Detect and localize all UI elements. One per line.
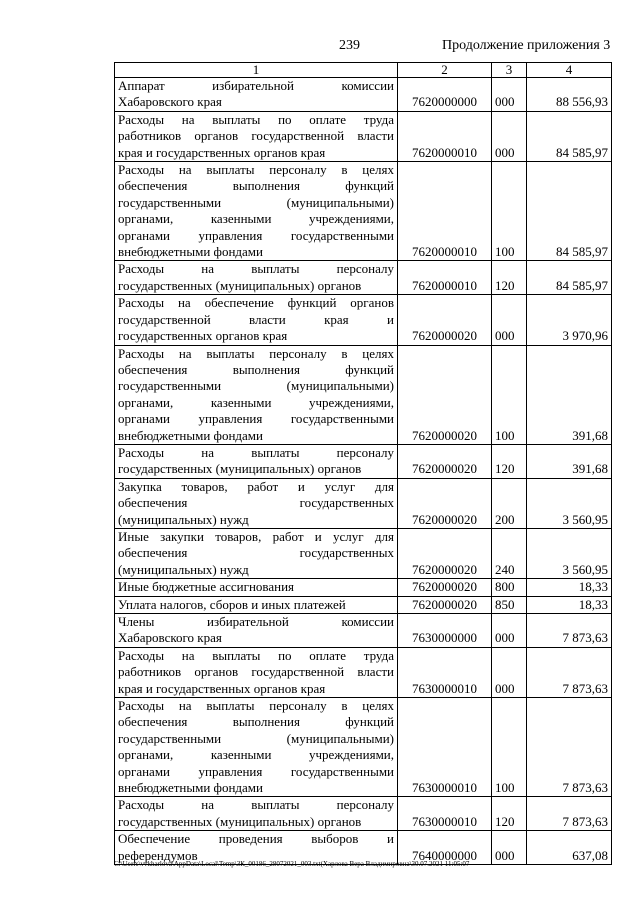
table-row: [115, 478, 612, 528]
expense-name-line: внебюджетными фондами: [118, 244, 263, 260]
expense-name-line: органами управления государственными: [118, 411, 394, 427]
expense-name-line: Хабаровского края: [118, 94, 222, 110]
target-article-cell: 7620000020: [398, 444, 492, 478]
expense-name-cell: [115, 444, 398, 478]
table-row: [115, 797, 612, 831]
target-article-cell: 7620000010: [398, 111, 492, 161]
expense-name-cell: [115, 528, 398, 578]
amount-cell: 18,33: [527, 596, 612, 613]
expense-name-line: обеспечения государственных: [118, 545, 394, 561]
expense-name-line: (муниципальных) нужд: [118, 561, 249, 577]
amount-cell: 84 585,97: [527, 111, 612, 161]
expense-name-cell: [115, 579, 398, 596]
expense-type-cell: 000: [492, 831, 527, 865]
expense-name-cell: [115, 698, 398, 797]
expense-type-cell: 850: [492, 596, 527, 613]
expense-name-cell: [115, 478, 398, 528]
expense-name-line: государственных (муниципальных) органов: [118, 461, 362, 477]
amount-cell: 84 585,97: [527, 261, 612, 295]
table-row: [115, 78, 612, 112]
target-article-cell: 7620000010: [398, 162, 492, 261]
target-article-cell: 7620000020: [398, 596, 492, 613]
amount-cell: 3 970,96: [527, 295, 612, 345]
expense-type-cell: 100: [492, 698, 527, 797]
expense-name-line: Расходы на выплаты персоналу: [118, 444, 394, 460]
column-header-2: 2: [398, 63, 492, 78]
amount-cell: 391,68: [527, 444, 612, 478]
expense-type-cell: 000: [492, 295, 527, 345]
page-number: 239: [339, 38, 360, 53]
expense-name-line: обеспечения государственных: [118, 495, 394, 511]
table-row: [115, 345, 612, 444]
expense-type-cell: 200: [492, 478, 527, 528]
column-header-4: 4: [527, 63, 612, 78]
column-header-3: 3: [492, 63, 527, 78]
table-row: [115, 647, 612, 697]
target-article-cell: 7640000000: [398, 831, 492, 865]
expense-type-cell: 100: [492, 345, 527, 444]
expense-type-cell: 000: [492, 647, 527, 697]
expense-name-line: государственными (муниципальными): [118, 378, 394, 394]
budget-table: [114, 62, 612, 865]
expense-name-line: Уплата налогов, сборов и иных платежей: [118, 596, 346, 612]
expense-type-cell: 120: [492, 261, 527, 295]
target-article-cell: 7620000020: [398, 528, 492, 578]
expense-name-line: Расходы на выплаты по оплате труда: [118, 647, 394, 663]
expense-name-cell: [115, 261, 398, 295]
amount-cell: 7 873,63: [527, 698, 612, 797]
expense-name-line: референдумов: [118, 847, 198, 863]
table-header-row: [115, 63, 612, 78]
expense-name-cell: [115, 295, 398, 345]
expense-name-line: Расходы на выплаты персоналу: [118, 797, 394, 813]
expense-name-line: государственных органов края: [118, 328, 288, 344]
table-row: [115, 614, 612, 648]
target-article-cell: 7620000020: [398, 345, 492, 444]
target-article-cell: 7620000020: [398, 478, 492, 528]
expense-name-line: Расходы на обеспечение функций органов: [118, 295, 394, 311]
expense-name-cell: [115, 111, 398, 161]
table-row: [115, 579, 612, 596]
column-header-1: 1: [115, 63, 398, 78]
amount-cell: 637,08: [527, 831, 612, 865]
table-row: [115, 111, 612, 161]
expense-name-line: Расходы на выплаты персоналу в целях: [118, 162, 394, 178]
expense-name-line: государственных (муниципальных) органов: [118, 277, 362, 293]
table-row: [115, 528, 612, 578]
expense-name-line: работников органов государственной власти: [118, 664, 394, 680]
expense-name-line: органами, казенными учреждениями,: [118, 394, 394, 410]
expense-type-cell: 120: [492, 444, 527, 478]
expense-type-cell: 120: [492, 797, 527, 831]
expense-name-line: обеспечения выполнения функций: [118, 361, 394, 377]
expense-name-line: Иные бюджетные ассигнования: [118, 579, 295, 595]
expense-name-line: органами, казенными учреждениями,: [118, 211, 394, 227]
table-body: [115, 78, 612, 865]
target-article-cell: 7620000000: [398, 78, 492, 112]
amount-cell: 7 873,63: [527, 797, 612, 831]
expense-name-line: государственных (муниципальных) органов: [118, 813, 362, 829]
expense-name-line: органами управления государственными: [118, 763, 394, 779]
amount-cell: 3 560,95: [527, 528, 612, 578]
amount-cell: 84 585,97: [527, 162, 612, 261]
expense-name-line: Иные закупки товаров, работ и услуг для: [118, 528, 394, 544]
table-row: [115, 261, 612, 295]
expense-name-cell: [115, 162, 398, 261]
expense-name-line: органами управления государственными: [118, 227, 394, 243]
target-article-cell: 7620000020: [398, 579, 492, 596]
amount-cell: 3 560,95: [527, 478, 612, 528]
expense-name-line: Аппарат избирательной комиссии: [118, 78, 394, 93]
expense-type-cell: 240: [492, 528, 527, 578]
expense-name-line: Обеспечение проведения выборов и: [118, 831, 394, 847]
table-row: [115, 444, 612, 478]
expense-name-cell: [115, 614, 398, 648]
expense-name-line: обеспечения выполнения функций: [118, 714, 394, 730]
expense-name-line: Закупка товаров, работ и услуг для: [118, 478, 394, 494]
expense-name-line: Расходы на выплаты персоналу в целях: [118, 345, 394, 361]
amount-cell: 7 873,63: [527, 614, 612, 648]
continuation-label: Продолжение приложения 3: [442, 38, 611, 53]
expense-name-line: внебюджетными фондами: [118, 427, 263, 443]
target-article-cell: 7620000020: [398, 295, 492, 345]
expense-name-cell: [115, 78, 398, 112]
target-article-cell: 7620000010: [398, 261, 492, 295]
expense-name-cell: [115, 596, 398, 613]
target-article-cell: 7630000010: [398, 797, 492, 831]
table-row: [115, 596, 612, 613]
expense-type-cell: 100: [492, 162, 527, 261]
expense-type-cell: 800: [492, 579, 527, 596]
expense-name-line: Хабаровского края: [118, 630, 222, 646]
expense-type-cell: 000: [492, 111, 527, 161]
amount-cell: 391,68: [527, 345, 612, 444]
target-article-cell: 7630000010: [398, 647, 492, 697]
expense-type-cell: 000: [492, 78, 527, 112]
amount-cell: 18,33: [527, 579, 612, 596]
expense-name-line: Расходы на выплаты персоналу в целях: [118, 698, 394, 714]
amount-cell: 88 556,93: [527, 78, 612, 112]
table-row: [115, 698, 612, 797]
expense-type-cell: 000: [492, 614, 527, 648]
expense-name-line: Расходы на выплаты персоналу: [118, 261, 394, 277]
expense-name-cell: [115, 345, 398, 444]
expense-name-line: края и государственных органов края: [118, 144, 326, 160]
expense-name-line: внебюджетными фондами: [118, 780, 263, 796]
amount-cell: 7 873,63: [527, 647, 612, 697]
expense-name-line: обеспечения выполнения функций: [118, 178, 394, 194]
expense-name-cell: [115, 647, 398, 697]
expense-name-line: края и государственных органов края: [118, 680, 326, 696]
expense-name-line: государственными (муниципальными): [118, 194, 394, 210]
table-row: [115, 295, 612, 345]
target-article-cell: 7630000010: [398, 698, 492, 797]
expense-name-line: Расходы на выплаты по оплате труда: [118, 111, 394, 127]
expense-name-line: работников органов государственной власти: [118, 128, 394, 144]
target-article-cell: 7630000000: [398, 614, 492, 648]
expense-name-line: государственной власти края и: [118, 311, 394, 327]
expense-name-line: государственными (муниципальными): [118, 730, 394, 746]
file-path-footer: C:\Users\vvkharlova\AppData\Local\Temp\ЗК_00186_28072021_003.txt(Харлова Вера Владимировна\30.07.2021 11:05:07: [114, 860, 470, 868]
table-row: [115, 162, 612, 261]
expense-name-line: Члены избирательной комиссии: [118, 614, 394, 629]
expense-name-line: органами, казенными учреждениями,: [118, 747, 394, 763]
expense-name-line: (муниципальных) нужд: [118, 511, 249, 527]
expense-name-cell: [115, 797, 398, 831]
